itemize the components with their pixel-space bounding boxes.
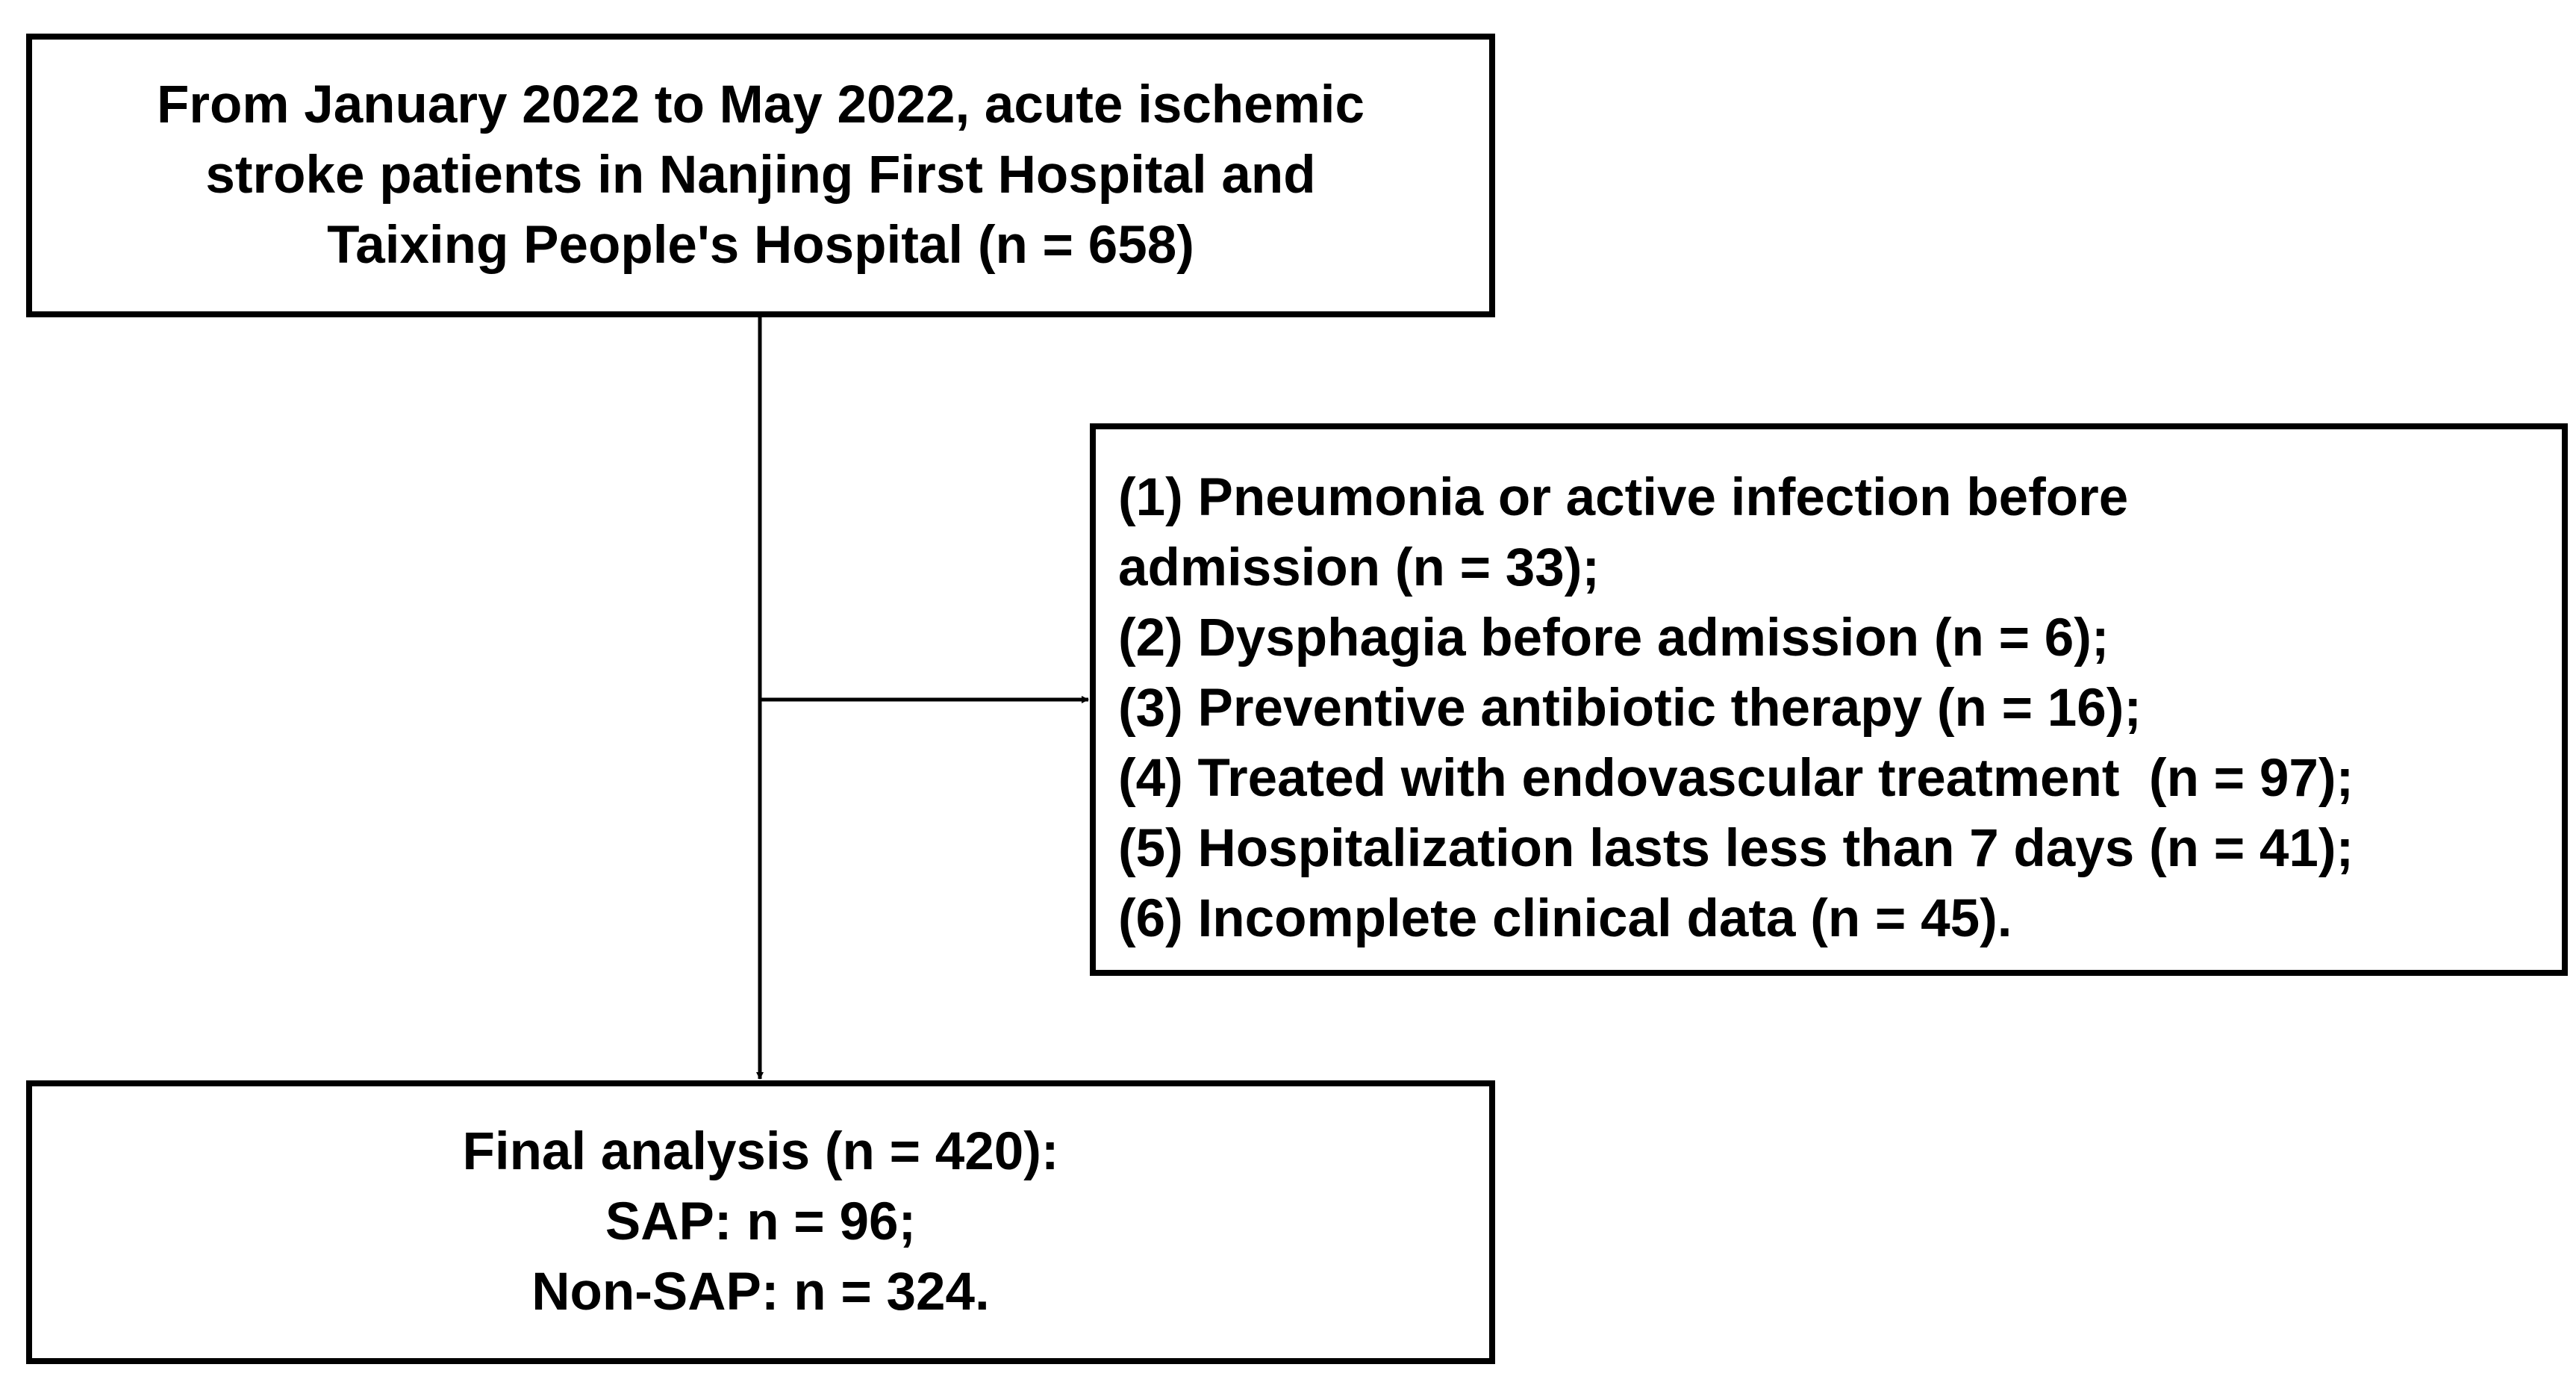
enrollment-line-3: Taixing People's Hospital (n = 658) <box>327 216 1194 275</box>
exclusion-line-2: admission (n = 33); <box>1118 538 1600 597</box>
exclusion-box <box>1090 423 2568 976</box>
final-analysis-box <box>26 1080 1495 1364</box>
exclusion-line-6: (5) Hospitalization lasts less than 7 days (n = 41); <box>1118 819 2354 878</box>
exclusion-line-5: (4) Treated with endovascular treatment (n = 97); <box>1118 749 2354 808</box>
enrollment-box <box>26 34 1495 317</box>
final-line-2: SAP: n = 96; <box>605 1192 917 1251</box>
exclusion-line-4: (3) Preventive antibiotic therapy (n = 16); <box>1118 679 2142 738</box>
exclusion-line-1: (1) Pneumonia or active infection before <box>1118 468 2129 527</box>
final-line-3: Non-SAP: n = 324. <box>531 1263 990 1322</box>
enrollment-line-1: From January 2022 to May 2022, acute ischemic <box>156 75 1365 134</box>
enrollment-line-2: stroke patients in Nanjing First Hospital and <box>205 146 1316 205</box>
exclusion-line-3: (2) Dysphagia before admission (n = 6); <box>1118 609 2109 667</box>
exclusion-line-7: (6) Incomplete clinical data (n = 45). <box>1118 889 2012 948</box>
final-line-1: Final analysis (n = 420): <box>462 1122 1059 1181</box>
